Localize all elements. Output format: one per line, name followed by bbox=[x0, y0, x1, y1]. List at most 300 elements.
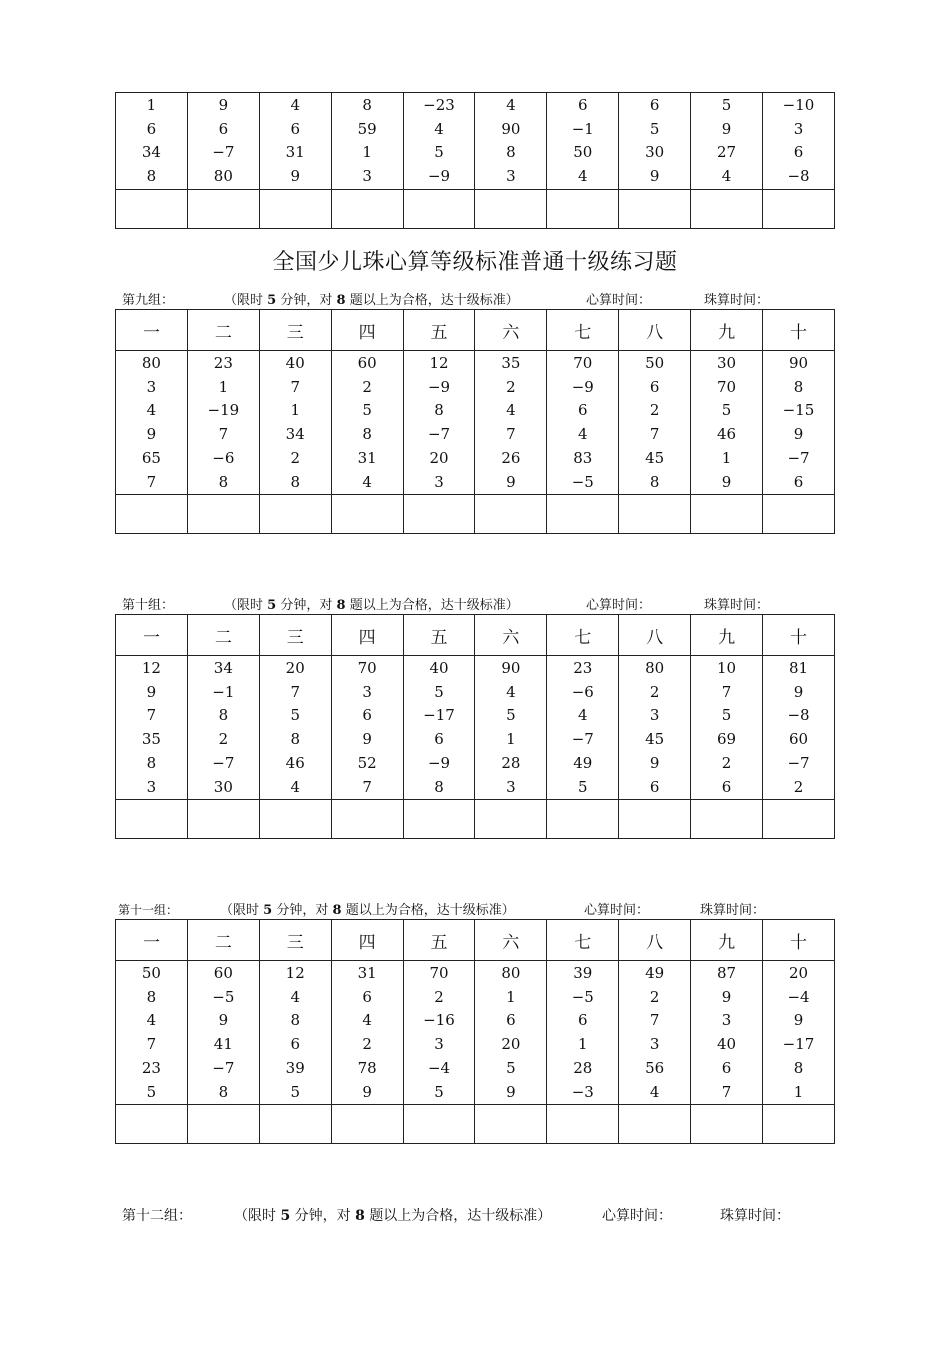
group-label: 第十二组： bbox=[122, 1208, 192, 1224]
column-header: 五 bbox=[403, 310, 475, 351]
header-row bbox=[116, 920, 835, 961]
problem-number: 7 bbox=[146, 472, 157, 491]
problem-number: 1 bbox=[793, 1082, 804, 1101]
column-header: 八 bbox=[619, 310, 691, 351]
answer-cell[interactable] bbox=[763, 800, 835, 839]
problem-number: 10 bbox=[717, 659, 737, 677]
problem-number: 5 bbox=[434, 682, 444, 701]
problem-number: 8 bbox=[146, 753, 157, 772]
problem-column-1 bbox=[116, 961, 188, 1105]
answer-cell[interactable] bbox=[259, 495, 331, 534]
problem-number: 5 bbox=[649, 119, 660, 138]
column-header: 五 bbox=[403, 615, 475, 656]
problem-column-3 bbox=[259, 93, 331, 190]
time-limit-note: （限时 5 分钟，对 8 题以上为合格，达十级标准） bbox=[224, 598, 519, 613]
problem-number: 8 bbox=[362, 96, 372, 114]
problem-number: 20 bbox=[285, 659, 305, 677]
problem-number: 40 bbox=[429, 659, 449, 677]
problem-number: 65 bbox=[141, 448, 161, 467]
problem-number: 6 bbox=[434, 730, 444, 749]
problem-number: 1 bbox=[290, 401, 300, 420]
problem-column-10 bbox=[763, 351, 835, 495]
column-header: 六 bbox=[475, 310, 547, 351]
problem-number: 6 bbox=[793, 472, 804, 491]
problem-number: 9 bbox=[362, 730, 372, 749]
problem-number: 8 bbox=[506, 143, 516, 162]
problem-column-7 bbox=[547, 351, 619, 495]
answer-cell[interactable] bbox=[331, 189, 403, 228]
problem-number: 80 bbox=[141, 354, 161, 372]
problem-column-10 bbox=[763, 656, 835, 800]
problem-number: 4 bbox=[290, 777, 300, 796]
problem-number: 28 bbox=[573, 1058, 593, 1077]
problem-number: 6 bbox=[793, 143, 804, 162]
problem-number: 9 bbox=[362, 1082, 372, 1101]
problem-number: 34 bbox=[285, 425, 305, 444]
problem-number: −8 bbox=[787, 167, 810, 186]
problem-number: 46 bbox=[717, 425, 737, 444]
group-label: 第十组： bbox=[122, 598, 175, 613]
problem-number: 6 bbox=[362, 706, 372, 725]
problem-number: 6 bbox=[578, 1011, 588, 1030]
problem-number: 9 bbox=[218, 96, 229, 114]
problem-number: 2 bbox=[649, 987, 660, 1006]
problem-number: 31 bbox=[357, 964, 377, 982]
problem-number: 7 bbox=[649, 425, 660, 444]
problem-number: −9 bbox=[427, 377, 451, 396]
answer-cell[interactable] bbox=[116, 495, 188, 534]
answer-cell[interactable] bbox=[763, 495, 835, 534]
problem-column-1 bbox=[116, 656, 188, 800]
problem-number: 3 bbox=[146, 377, 157, 396]
numbers-row bbox=[116, 93, 835, 190]
problem-number: 1 bbox=[506, 730, 516, 749]
column-header: 三 bbox=[259, 920, 331, 961]
problem-number: 45 bbox=[645, 730, 665, 749]
problem-column-8 bbox=[619, 961, 691, 1105]
problem-number: 1 bbox=[578, 1035, 588, 1054]
problem-number: 60 bbox=[213, 964, 233, 982]
column-header: 一 bbox=[116, 920, 188, 961]
problem-column-4 bbox=[331, 656, 403, 800]
problem-number: 70 bbox=[573, 354, 593, 372]
problem-column-10 bbox=[763, 93, 835, 190]
problem-number: 12 bbox=[141, 659, 161, 677]
problem-number: 27 bbox=[717, 143, 737, 162]
problem-number: 80 bbox=[501, 964, 521, 982]
problem-number: 4 bbox=[506, 682, 516, 701]
problem-number: 90 bbox=[501, 119, 521, 138]
column-header: 五 bbox=[403, 920, 475, 961]
problem-number: 2 bbox=[649, 401, 660, 420]
problem-column-6 bbox=[475, 961, 547, 1105]
time-limit-note: （限时 5 分钟，对 8 题以上为合格，达十级标准） bbox=[224, 293, 519, 308]
answer-cell[interactable] bbox=[187, 495, 259, 534]
problem-number: 50 bbox=[573, 143, 593, 162]
problem-number: 8 bbox=[434, 401, 444, 420]
problem-number: −6 bbox=[571, 682, 594, 701]
answer-cell[interactable] bbox=[547, 1105, 619, 1144]
problem-number: −19 bbox=[207, 401, 240, 420]
problem-number: 34 bbox=[141, 143, 161, 162]
column-header: 四 bbox=[331, 615, 403, 656]
answer-cell[interactable] bbox=[331, 495, 403, 534]
problem-number: 9 bbox=[649, 167, 660, 186]
problem-column-8 bbox=[619, 656, 691, 800]
problem-number: 70 bbox=[717, 377, 737, 396]
problem-number: 23 bbox=[213, 354, 233, 372]
problem-number: 70 bbox=[357, 659, 377, 677]
problem-number: 4 bbox=[290, 96, 300, 114]
problem-number: 2 bbox=[506, 377, 516, 396]
column-header: 二 bbox=[187, 615, 259, 656]
problem-number: 4 bbox=[362, 472, 372, 491]
column-header: 六 bbox=[475, 615, 547, 656]
problem-number: 3 bbox=[506, 167, 516, 186]
problem-number: 9 bbox=[721, 987, 732, 1006]
problem-number: 5 bbox=[146, 1082, 157, 1101]
problem-number: 6 bbox=[506, 1011, 516, 1030]
problem-number: 20 bbox=[429, 448, 449, 467]
problem-number: 8 bbox=[218, 1082, 229, 1101]
problem-number: 7 bbox=[721, 1082, 732, 1101]
problem-number: 50 bbox=[141, 964, 161, 982]
problem-number: 6 bbox=[290, 1035, 300, 1054]
column-header: 九 bbox=[691, 615, 763, 656]
problem-number: 8 bbox=[290, 730, 300, 749]
problem-number: 7 bbox=[218, 425, 229, 444]
answer-cell[interactable] bbox=[547, 189, 619, 228]
problem-number: 3 bbox=[649, 706, 660, 725]
answer-cell[interactable] bbox=[187, 800, 259, 839]
problem-number: 90 bbox=[501, 659, 521, 677]
problem-number: 1 bbox=[218, 377, 229, 396]
problem-number: 2 bbox=[362, 377, 372, 396]
problem-number: 7 bbox=[649, 1011, 660, 1030]
problem-number: −7 bbox=[427, 425, 451, 444]
group-10-table bbox=[115, 614, 835, 839]
problem-column-7 bbox=[547, 656, 619, 800]
problem-number: 59 bbox=[357, 119, 377, 138]
column-header: 七 bbox=[547, 310, 619, 351]
problem-number: 60 bbox=[357, 354, 377, 372]
problem-number: −7 bbox=[212, 753, 235, 772]
problem-number: 3 bbox=[506, 777, 516, 796]
group-9-table bbox=[115, 309, 835, 534]
problem-number: 9 bbox=[146, 682, 157, 701]
problem-number: 6 bbox=[721, 1058, 732, 1077]
problem-number: 6 bbox=[290, 119, 300, 138]
problem-number: −9 bbox=[427, 167, 451, 186]
problem-number: −17 bbox=[423, 706, 455, 725]
problem-number: 7 bbox=[506, 425, 516, 444]
answer-row bbox=[116, 189, 835, 228]
problem-number: −16 bbox=[423, 1011, 455, 1030]
problem-number: 50 bbox=[645, 354, 665, 372]
numbers-row bbox=[116, 351, 835, 495]
problem-number: 7 bbox=[290, 682, 300, 701]
problem-number: 6 bbox=[218, 119, 229, 138]
problem-number: 20 bbox=[501, 1035, 521, 1054]
column-header: 二 bbox=[187, 920, 259, 961]
problem-number: 4 bbox=[146, 1011, 157, 1030]
problem-number: 9 bbox=[649, 753, 660, 772]
column-header: 二 bbox=[187, 310, 259, 351]
answer-cell[interactable] bbox=[691, 1105, 763, 1144]
problem-number: 4 bbox=[506, 96, 516, 114]
problem-number: 3 bbox=[793, 119, 804, 138]
problem-number: −9 bbox=[571, 377, 594, 396]
problem-number: 8 bbox=[146, 167, 157, 186]
answer-row bbox=[116, 1105, 835, 1144]
answer-row bbox=[116, 800, 835, 839]
problem-number: −6 bbox=[212, 448, 235, 467]
answer-cell[interactable] bbox=[403, 495, 475, 534]
problem-number: 5 bbox=[721, 96, 732, 114]
column-header: 十 bbox=[763, 920, 835, 961]
problem-number: 9 bbox=[506, 1082, 516, 1101]
column-header: 九 bbox=[691, 310, 763, 351]
problem-column-9 bbox=[691, 351, 763, 495]
top-problem-table bbox=[115, 92, 835, 229]
problem-number: 6 bbox=[146, 119, 157, 138]
problem-number: 4 bbox=[506, 401, 516, 420]
answer-cell[interactable] bbox=[475, 800, 547, 839]
answer-cell[interactable] bbox=[475, 189, 547, 228]
column-header: 三 bbox=[259, 615, 331, 656]
column-header: 八 bbox=[619, 615, 691, 656]
answer-cell[interactable] bbox=[619, 1105, 691, 1144]
problem-number: 56 bbox=[645, 1058, 665, 1077]
group-11-table bbox=[115, 919, 835, 1144]
problem-number: 4 bbox=[362, 1011, 372, 1030]
problem-number: 41 bbox=[213, 1035, 233, 1054]
problem-column-7 bbox=[547, 961, 619, 1105]
problem-column-1 bbox=[116, 93, 188, 190]
problem-column-5 bbox=[403, 351, 475, 495]
answer-cell[interactable] bbox=[116, 1105, 188, 1144]
answer-cell[interactable] bbox=[763, 189, 835, 228]
problem-column-6 bbox=[475, 351, 547, 495]
answer-cell[interactable] bbox=[475, 495, 547, 534]
problem-number: 49 bbox=[573, 753, 593, 772]
answer-cell[interactable] bbox=[187, 1105, 259, 1144]
mental-time-label: 心算时间： bbox=[584, 903, 650, 918]
column-header: 四 bbox=[331, 920, 403, 961]
problem-number: 26 bbox=[501, 448, 521, 467]
time-limit-note: （限时 5 分钟，对 8 题以上为合格，达十级标准） bbox=[234, 1208, 552, 1224]
problem-number: −4 bbox=[787, 987, 810, 1006]
column-header: 十 bbox=[763, 615, 835, 656]
problem-number: 40 bbox=[717, 1035, 737, 1054]
problem-number: 3 bbox=[649, 1035, 660, 1054]
problem-number: −7 bbox=[571, 730, 594, 749]
problem-number: 9 bbox=[793, 682, 804, 701]
problem-number: 30 bbox=[717, 354, 737, 372]
answer-cell[interactable] bbox=[475, 1105, 547, 1144]
problem-number: 5 bbox=[506, 706, 516, 725]
problem-number: 5 bbox=[434, 143, 444, 162]
problem-number: 78 bbox=[357, 1058, 377, 1077]
problem-number: 35 bbox=[501, 354, 521, 372]
problem-number: 5 bbox=[434, 1082, 444, 1101]
problem-column-8 bbox=[619, 351, 691, 495]
answer-cell[interactable] bbox=[763, 1105, 835, 1144]
problem-number: 49 bbox=[645, 964, 665, 982]
problem-column-4 bbox=[331, 351, 403, 495]
problem-column-1 bbox=[116, 351, 188, 495]
problem-number: 1 bbox=[721, 448, 732, 467]
column-header: 一 bbox=[116, 615, 188, 656]
answer-cell[interactable] bbox=[331, 1105, 403, 1144]
problem-number: −7 bbox=[212, 1058, 235, 1077]
problem-number: 30 bbox=[213, 777, 233, 796]
problem-number: 7 bbox=[146, 706, 157, 725]
problem-number: 45 bbox=[645, 448, 665, 467]
problem-number: 20 bbox=[788, 964, 809, 982]
problem-number: 31 bbox=[357, 448, 377, 467]
answer-cell[interactable] bbox=[691, 189, 763, 228]
problem-number: 9 bbox=[793, 425, 804, 444]
answer-cell[interactable] bbox=[331, 800, 403, 839]
problem-column-6 bbox=[475, 93, 547, 190]
problem-number: −15 bbox=[782, 401, 815, 420]
problem-number: 7 bbox=[290, 377, 300, 396]
problem-number: −23 bbox=[423, 96, 455, 114]
problem-number: 9 bbox=[721, 472, 732, 491]
answer-cell[interactable] bbox=[259, 1105, 331, 1144]
problem-number: 7 bbox=[362, 777, 372, 796]
problem-number: −3 bbox=[571, 1082, 594, 1101]
problem-number: 8 bbox=[793, 1058, 804, 1077]
problem-number: 39 bbox=[573, 964, 593, 982]
problem-number: 9 bbox=[721, 119, 732, 138]
column-header: 六 bbox=[475, 920, 547, 961]
answer-cell[interactable] bbox=[691, 495, 763, 534]
problem-number: 6 bbox=[649, 96, 660, 114]
problem-column-2 bbox=[187, 351, 259, 495]
problem-number: 30 bbox=[645, 143, 665, 162]
problem-number: −1 bbox=[212, 682, 235, 701]
problem-number: 2 bbox=[649, 682, 660, 701]
problem-number: 6 bbox=[578, 401, 588, 420]
problem-number: −4 bbox=[427, 1058, 451, 1077]
problem-number: 80 bbox=[645, 659, 665, 677]
answer-cell[interactable] bbox=[259, 189, 331, 228]
problem-number: 5 bbox=[290, 1082, 300, 1101]
problem-number: 2 bbox=[721, 753, 732, 772]
problem-number: 40 bbox=[285, 354, 305, 372]
mental-time-label: 心算时间： bbox=[602, 1208, 672, 1224]
problem-number: 31 bbox=[285, 143, 305, 162]
problem-number: 9 bbox=[146, 425, 157, 444]
answer-cell[interactable] bbox=[403, 800, 475, 839]
problem-number: −9 bbox=[427, 753, 451, 772]
problem-number: 8 bbox=[793, 377, 804, 396]
answer-cell[interactable] bbox=[547, 800, 619, 839]
problem-number: 6 bbox=[649, 377, 660, 396]
answer-cell[interactable] bbox=[403, 1105, 475, 1144]
column-header: 八 bbox=[619, 920, 691, 961]
problem-number: 81 bbox=[788, 659, 809, 677]
problem-number: 35 bbox=[141, 730, 161, 749]
problem-column-9 bbox=[691, 93, 763, 190]
answer-cell[interactable] bbox=[116, 800, 188, 839]
mental-time-label: 心算时间： bbox=[586, 293, 652, 308]
problem-number: −1 bbox=[571, 119, 594, 138]
problem-number: 8 bbox=[290, 1011, 300, 1030]
problem-number: 69 bbox=[717, 730, 737, 749]
problem-column-3 bbox=[259, 351, 331, 495]
problem-column-4 bbox=[331, 961, 403, 1105]
problem-number: 3 bbox=[362, 682, 372, 701]
problem-number: −5 bbox=[571, 987, 594, 1006]
problem-number: 9 bbox=[218, 1011, 229, 1030]
answer-cell[interactable] bbox=[619, 800, 691, 839]
problem-column-3 bbox=[259, 656, 331, 800]
answer-cell[interactable] bbox=[691, 800, 763, 839]
answer-cell[interactable] bbox=[619, 189, 691, 228]
problem-column-2 bbox=[187, 961, 259, 1105]
problem-number: 3 bbox=[434, 472, 444, 491]
problem-number: 90 bbox=[788, 354, 809, 372]
problem-column-2 bbox=[187, 656, 259, 800]
column-header: 四 bbox=[331, 310, 403, 351]
problem-column-4 bbox=[331, 93, 403, 190]
numbers-row bbox=[116, 961, 835, 1105]
header-row bbox=[116, 615, 835, 656]
answer-cell[interactable] bbox=[547, 495, 619, 534]
numbers-row bbox=[116, 656, 835, 800]
answer-cell[interactable] bbox=[259, 800, 331, 839]
problem-number: 4 bbox=[649, 1082, 660, 1101]
answer-cell[interactable] bbox=[116, 189, 188, 228]
problem-number: −10 bbox=[782, 96, 815, 114]
problem-column-5 bbox=[403, 93, 475, 190]
problem-number: 70 bbox=[429, 964, 449, 982]
problem-number: 12 bbox=[285, 964, 305, 982]
problem-number: 8 bbox=[362, 425, 372, 444]
column-header: 一 bbox=[116, 310, 188, 351]
answer-cell[interactable] bbox=[619, 495, 691, 534]
problem-number: 9 bbox=[793, 1011, 804, 1030]
problem-number: 8 bbox=[290, 472, 300, 491]
answer-cell[interactable] bbox=[187, 189, 259, 228]
problem-column-2 bbox=[187, 93, 259, 190]
problem-number: 5 bbox=[362, 401, 372, 420]
problem-number: −7 bbox=[787, 448, 810, 467]
bead-time-label: 珠算时间： bbox=[704, 293, 770, 308]
answer-cell[interactable] bbox=[403, 189, 475, 228]
problem-number: 2 bbox=[793, 777, 804, 796]
problem-number: 9 bbox=[290, 167, 300, 186]
problem-number: 8 bbox=[218, 706, 229, 725]
problem-number: 6 bbox=[578, 96, 588, 114]
bead-time-label: 珠算时间： bbox=[700, 903, 766, 918]
problem-number: −5 bbox=[571, 472, 594, 491]
bead-time-label: 珠算时间： bbox=[704, 598, 770, 613]
problem-number: 39 bbox=[285, 1058, 305, 1077]
column-header: 七 bbox=[547, 920, 619, 961]
problem-number: 23 bbox=[141, 1058, 161, 1077]
problem-number: 87 bbox=[717, 964, 737, 982]
problem-number: 6 bbox=[362, 987, 372, 1006]
problem-number: 4 bbox=[578, 425, 588, 444]
problem-number: 8 bbox=[218, 472, 229, 491]
column-header: 三 bbox=[259, 310, 331, 351]
problem-number: 4 bbox=[146, 401, 157, 420]
problem-column-5 bbox=[403, 961, 475, 1105]
